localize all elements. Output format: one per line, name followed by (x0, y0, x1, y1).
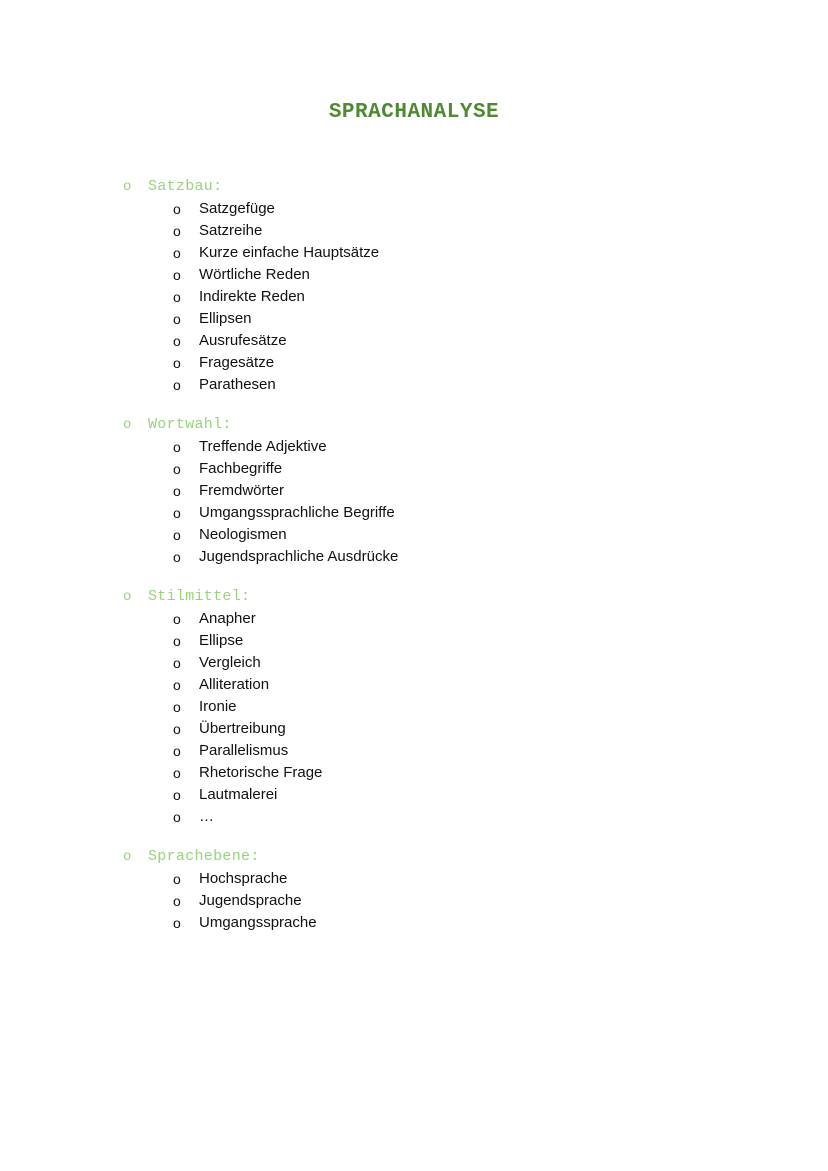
bullet-icon: o (173, 787, 181, 803)
bullet-icon: o (173, 201, 181, 217)
list-item-text: Wörtliche Reden (199, 266, 310, 283)
list-item (0, 868, 828, 890)
list-item (0, 286, 828, 308)
section-satzbau (0, 176, 828, 396)
bullet-icon: o (173, 461, 181, 477)
bullet-icon: o (173, 721, 181, 737)
list-item (0, 674, 828, 696)
list-item-text: Fremdwörter (199, 482, 285, 499)
bullet-icon: o (173, 915, 181, 931)
bullet-icon: o (173, 439, 181, 455)
list-item-text: Parathesen (199, 376, 276, 393)
item-list (0, 868, 828, 934)
list-item-text: Umgangssprache (199, 914, 317, 931)
bullet-icon: o (173, 223, 181, 239)
list-item-text: Umgangssprachliche Begriffe (199, 504, 395, 521)
bullet-icon: o (173, 633, 181, 649)
page-title: SPRACHANALYSE (328, 101, 500, 124)
section-header-label: Wortwahl: (148, 416, 232, 433)
list-item (0, 242, 828, 264)
list-item-text: Anapher (199, 610, 256, 627)
list-item-text: Vergleich (199, 654, 261, 671)
bullet-icon: o (173, 355, 181, 371)
section-header-label: Sprachebene: (148, 848, 260, 865)
list-item-text: Lautmalerei (199, 786, 278, 803)
list-item-text: Fachbegriffe (199, 460, 283, 477)
list-item-text: Indirekte Reden (199, 288, 305, 305)
list-item (0, 890, 828, 912)
list-item (0, 220, 828, 242)
bullet-icon: o (123, 179, 132, 195)
list-item-text: Ironie (199, 698, 237, 715)
bullet-icon: o (173, 611, 181, 627)
list-item (0, 546, 828, 568)
list-item-text: … (199, 808, 214, 825)
bullet-icon: o (173, 893, 181, 909)
bullet-icon: o (173, 699, 181, 715)
list-item-text: Alliteration (199, 676, 270, 693)
list-item (0, 374, 828, 396)
bullet-icon: o (173, 245, 181, 261)
list-item-text: Satzreihe (199, 222, 263, 239)
bullet-icon: o (173, 311, 181, 327)
list-item (0, 718, 828, 740)
list-item (0, 608, 828, 630)
item-list (0, 198, 828, 396)
section-stilmittel (0, 586, 828, 828)
bullet-icon: o (173, 765, 181, 781)
section-wortwahl (0, 414, 828, 568)
list-item (0, 330, 828, 352)
list-item (0, 652, 828, 674)
list-item-text: Ellipse (199, 632, 244, 649)
bullet-icon: o (173, 677, 181, 693)
list-item (0, 502, 828, 524)
section-list (0, 176, 828, 952)
bullet-icon: o (173, 333, 181, 349)
list-item (0, 436, 828, 458)
bullet-icon: o (173, 549, 181, 565)
list-item (0, 480, 828, 502)
list-item-text: Rhetorische Frage (199, 764, 323, 781)
list-item-text: Ausrufesätze (199, 332, 287, 349)
list-item (0, 352, 828, 374)
list-item (0, 762, 828, 784)
list-item (0, 458, 828, 480)
bullet-icon: o (173, 871, 181, 887)
bullet-icon: o (173, 483, 181, 499)
list-item-text: Neologismen (199, 526, 287, 543)
section-sprachebene (0, 846, 828, 934)
bullet-icon: o (123, 589, 132, 605)
bullet-icon: o (173, 743, 181, 759)
bullet-icon: o (173, 377, 181, 393)
list-item-text: Satzgefüge (199, 200, 275, 217)
list-item-text: Ellipsen (199, 310, 252, 327)
list-item-text: Fragesätze (199, 354, 275, 371)
list-item-text: Jugendsprache (199, 892, 302, 909)
section-header (0, 846, 828, 868)
item-list (0, 436, 828, 568)
list-item (0, 524, 828, 546)
bullet-icon: o (173, 505, 181, 521)
list-item (0, 696, 828, 718)
list-item (0, 308, 828, 330)
list-item (0, 264, 828, 286)
item-list (0, 608, 828, 828)
list-item-text: Kurze einfache Hauptsätze (199, 244, 380, 261)
section-header-label: Stilmittel: (148, 588, 251, 605)
section-header (0, 176, 828, 198)
bullet-icon: o (173, 289, 181, 305)
bullet-icon: o (173, 267, 181, 283)
list-item-text: Parallelismus (199, 742, 289, 759)
list-item-text: Jugendsprachliche Ausdrücke (199, 548, 399, 565)
bullet-icon: o (173, 809, 181, 825)
list-item (0, 630, 828, 652)
section-header-label: Satzbau: (148, 178, 223, 195)
section-header (0, 586, 828, 608)
list-item (0, 784, 828, 806)
list-item (0, 912, 828, 934)
bullet-icon: o (123, 417, 132, 433)
bullet-icon: o (123, 849, 132, 865)
list-item (0, 806, 828, 828)
bullet-icon: o (173, 655, 181, 671)
section-header (0, 414, 828, 436)
list-item-text: Hochsprache (199, 870, 288, 887)
list-item (0, 740, 828, 762)
bullet-icon: o (173, 527, 181, 543)
list-item (0, 198, 828, 220)
list-item-text: Übertreibung (199, 720, 286, 737)
list-item-text: Treffende Adjektive (199, 438, 327, 455)
